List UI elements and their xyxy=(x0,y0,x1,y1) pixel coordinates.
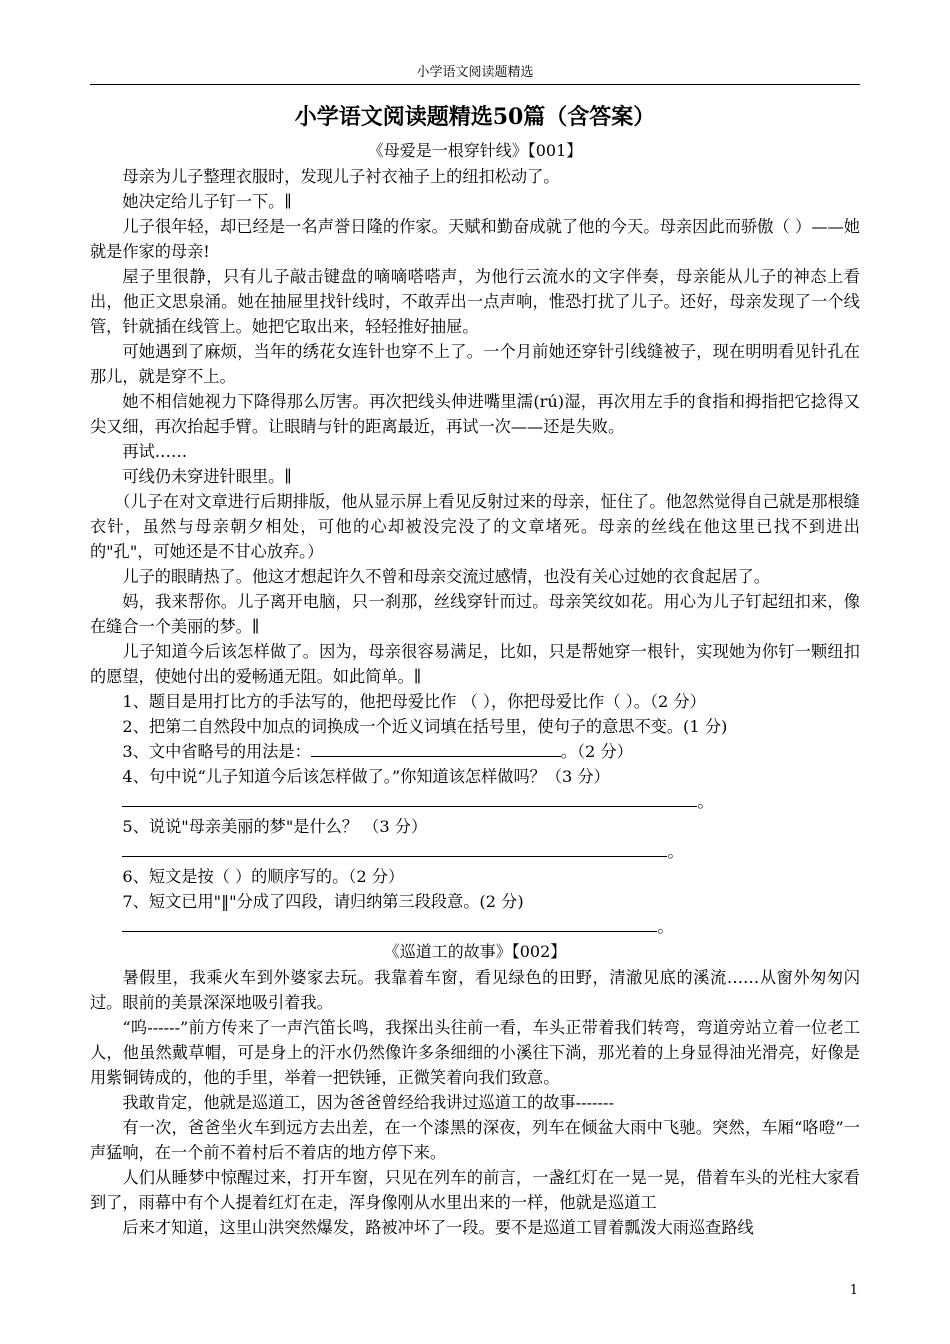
end-mark: 。 xyxy=(697,792,714,811)
paragraph: 母亲为儿子整理衣服时，发现儿子衬衣袖子上的纽扣松动了。 xyxy=(122,167,560,186)
paragraph: 暑假里，我乘火车到外婆家去玩。我靠着车窗，看见绿色的田野，清澈见底的溪流……从窗外匆匆闪过。眼前的美景深深地吸引着我。 xyxy=(90,968,860,1012)
section-heading-001: 《母爱是一根穿针线》【001】 xyxy=(367,141,583,160)
page-header: 小学语文阅读题精选 xyxy=(90,62,860,85)
paragraph: 儿子的眼睛热了。他这才想起许久不曾和母亲交流过感情，也没有关心过她的衣食起居了。 xyxy=(122,567,770,586)
question-3-points: 。（2 分） xyxy=(560,742,633,761)
paragraph: 妈，我来帮你。儿子离开电脑，只一刹那，丝线穿针而过。母亲笑纹如花。用心为儿子钉起纽扣来，像在缝合一个美丽的梦。∥ xyxy=(90,592,860,636)
paragraph: 可线仍未穿进针眼里。∥ xyxy=(122,467,292,486)
question-5: 5、说说"母亲美丽的梦"是什么？ （3 分） xyxy=(122,817,428,836)
end-mark: 。 xyxy=(667,842,684,861)
paragraph: 有一次，爸爸坐火车到远方去出差，在一个漆黑的深夜，列车在倾盆大雨中飞驰。突然，车厢“咯噔”一声猛响，在一个前不着村后不着店的地方停下来。 xyxy=(90,1118,860,1162)
question-7: 7、短文已用"‖"分成了四段，请归纳第三段段意。(2 分) xyxy=(122,892,524,911)
answer-blank[interactable] xyxy=(122,930,657,932)
paragraph: 后来才知道，这里山洪突然爆发，路被冲坏了一段。要不是巡道工冒着瓢泼大雨巡查路线 xyxy=(122,1218,754,1237)
answer-line xyxy=(90,914,860,939)
document-body xyxy=(90,96,860,1240)
paragraph: 人们从睡梦中惊醒过来，打开车窗，只见在列车的前言，一盏红灯在一晃一晃，借着车头的光柱大家看到了，雨幕中有个人提着红灯在走，浑身像刚从水里出来的一样，他就是巡道工 xyxy=(90,1168,860,1212)
question-4: 4、句中说“儿子知道今后该怎样做了。”你知道该怎样做吗？（3 分） xyxy=(122,767,610,786)
paragraph: 可她遇到了麻烦，当年的绣花女连针也穿不上了。一个月前她还穿针引线缝被子，现在明明看见针孔在那儿，就是穿不上。 xyxy=(90,342,860,386)
question-2: 2、把第二自然段中加点的词换成一个近义词填在括号里，使句子的意思不变。(1 分) xyxy=(122,717,728,736)
document-title: 小学语文阅读题精选50篇（含答案） xyxy=(294,104,656,130)
end-mark: 。 xyxy=(657,917,674,936)
paragraph: 儿子知道今后该怎样做了。因为，母亲很容易满足，比如，只是帮她穿一根针，实现她为你钉一颗纽扣的愿望，使她付出的爱畅通无阻。如此简单。∥ xyxy=(90,642,860,686)
paragraph: （儿子在对文章进行后期排版，他从显示屏上看见反射过来的母亲，怔住了。他忽然觉得自己就是那根缝衣针，虽然与母亲朝夕相处，可他的心却被没完没了的文章堵死。母亲的丝线在他这里已找不到进出的"孔"，可她还是不甘心放弃。） xyxy=(90,492,860,561)
page-number: 1 xyxy=(849,1283,858,1298)
answer-blank[interactable] xyxy=(311,755,561,757)
answer-blank[interactable] xyxy=(122,805,697,807)
paragraph: “呜------”前方传来了一声汽笛长鸣，我探出头往前一看，车头正带着我们转弯，弯道旁站立着一位老工人，他虽然戴草帽，可是身上的汗水仍然像许多条细细的小溪往下淌，那光着的上身显得油光滑亮，好像是用紫铜铸成的，他的手里，举着一把铁锤，正微笑着向我们致意。 xyxy=(90,1018,860,1087)
paragraph: 她决定给儿子钉一下。∥ xyxy=(122,192,292,211)
question-3-text: 3、文中省略号的用法是： xyxy=(122,742,311,761)
answer-blank[interactable] xyxy=(122,855,667,857)
question-3 xyxy=(90,739,860,764)
paragraph: 她不相信她视力下降得那么厉害。再次把线头伸进嘴里濡(rú)湿，再次用左手的食指和拇指把它捻得又尖又细，再次抬起手臂。让眼睛与针的距离最近，再试一次——还是失败。 xyxy=(90,392,860,436)
question-1: 1、题目是用打比方的手法写的，他把母爱比作 （ ），你把母爱比作（ ）。（2 分） xyxy=(122,692,706,711)
paragraph: 屋子里很静，只有儿子敲击键盘的嘀嘀嗒嗒声，为他行云流水的文字伴奏，母亲能从儿子的神态上看出，他正文思泉涌。她在抽屉里找针线时，不敢弄出一点声响，惟恐打扰了儿子。还好，母亲发现了一个线管，针就插在线管上。她把它取出来，轻轻推好抽屉。 xyxy=(90,267,860,336)
question-6: 6、短文是按（ ）的顺序写的。（2 分） xyxy=(122,867,405,886)
section-heading-002: 《巡道工的故事》【002】 xyxy=(383,942,567,961)
paragraph: 儿子很年轻，却已经是一名声誉日隆的作家。天赋和勤奋成就了他的今天。母亲因此而骄傲（ ）——她就是作家的母亲! xyxy=(90,217,860,261)
answer-line xyxy=(90,839,860,864)
paragraph: 再试…… xyxy=(122,442,188,461)
answer-line xyxy=(90,789,860,814)
paragraph: 我敢肯定，他就是巡道工，因为爸爸曾经给我讲过巡道工的故事------- xyxy=(122,1093,614,1112)
